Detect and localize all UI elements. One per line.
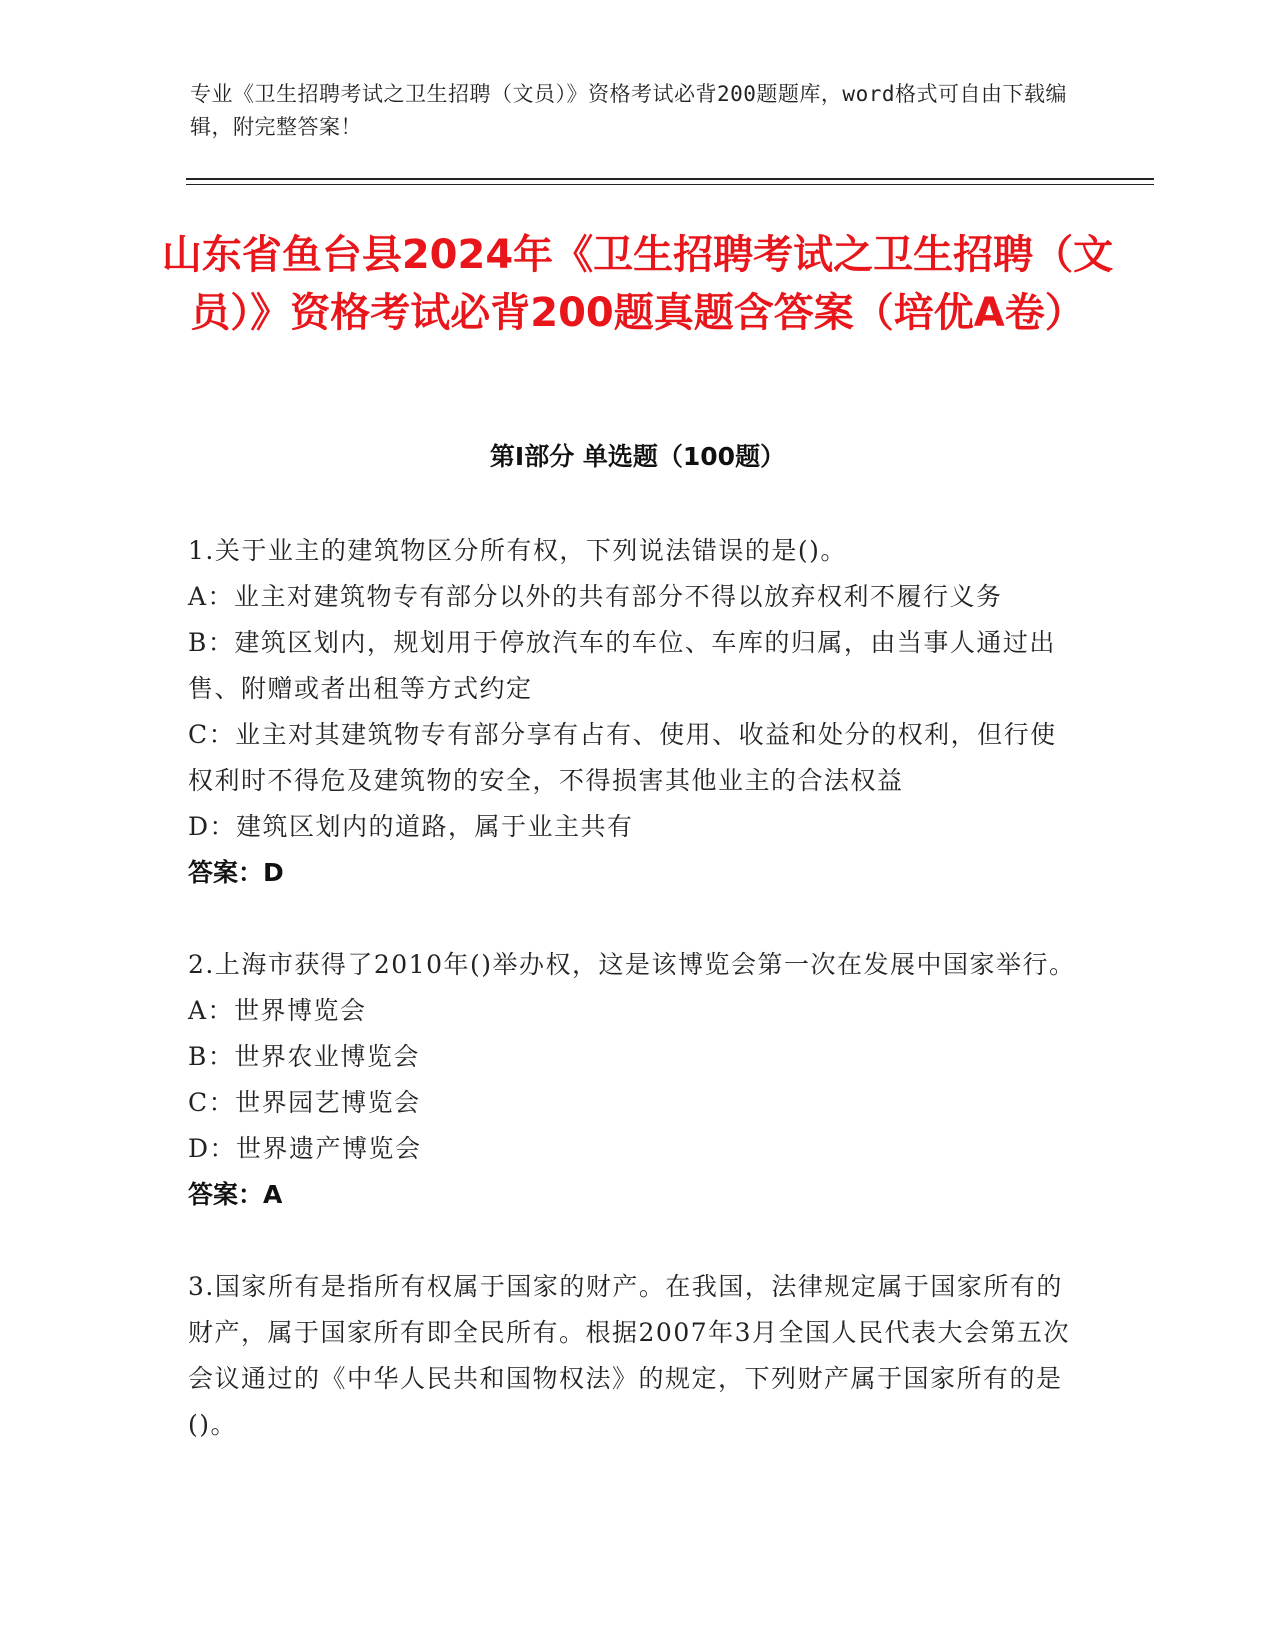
answer: 答案：D bbox=[188, 858, 284, 887]
option-b: B：建筑区划内，规划用于停放汽车的车位、车库的归属，由当事人通过出售、附赠或者出租等方式约定 bbox=[188, 628, 1056, 703]
section-heading: 第I部分 单选题（100题） bbox=[489, 442, 786, 471]
option-c: C：业主对其建筑物专有部分享有占有、使用、收益和处分的权利，但行使权利时不得危及建筑物的安全，不得损害其他业主的合法权益 bbox=[188, 720, 1057, 795]
question-stem: 2.上海市获得了2010年()举办权，这是该博览会第一次在发展中国家举行。 bbox=[188, 950, 1076, 979]
question-1 bbox=[188, 528, 1078, 896]
option-a: A：世界博览会 bbox=[188, 996, 367, 1025]
option-d: D：建筑区划内的道路，属于业主共有 bbox=[188, 812, 634, 841]
question-stem: 1.关于业主的建筑物区分所有权，下列说法错误的是()。 bbox=[188, 536, 847, 565]
option-d: D：世界遗产博览会 bbox=[188, 1134, 422, 1163]
document-title: 山东省鱼台县2024年《卫生招聘考试之卫生招聘（文员）》资格考试必背200题真题含答案（培优A卷） bbox=[161, 232, 1114, 336]
answer: 答案：A bbox=[188, 1180, 283, 1209]
question-list bbox=[188, 528, 1078, 1494]
question-stem: 3.国家所有是指所有权属于国家的财产。在我国，法律规定属于国家所有的财产，属于国家所有即全民所有。根据2007年3月全国人民代表大会第五次会议通过的《中华人民共和国物权法》的规定，下列财产属于国家所有的是()。 bbox=[188, 1272, 1071, 1439]
option-b: B：世界农业博览会 bbox=[188, 1042, 420, 1071]
question-2 bbox=[188, 942, 1078, 1218]
question-3 bbox=[188, 1264, 1078, 1448]
header-rule-thick bbox=[186, 178, 1154, 180]
header-rule-thin bbox=[186, 184, 1154, 185]
option-a: A：业主对建筑物专有部分以外的共有部分不得以放弃权利不履行义务 bbox=[188, 582, 1003, 611]
option-c: C：世界园艺博览会 bbox=[188, 1088, 421, 1117]
header-note: 专业《卫生招聘考试之卫生招聘（文员）》资格考试必背200题题库，word格式可自由下载编辑，附完整答案！ bbox=[190, 82, 1067, 139]
